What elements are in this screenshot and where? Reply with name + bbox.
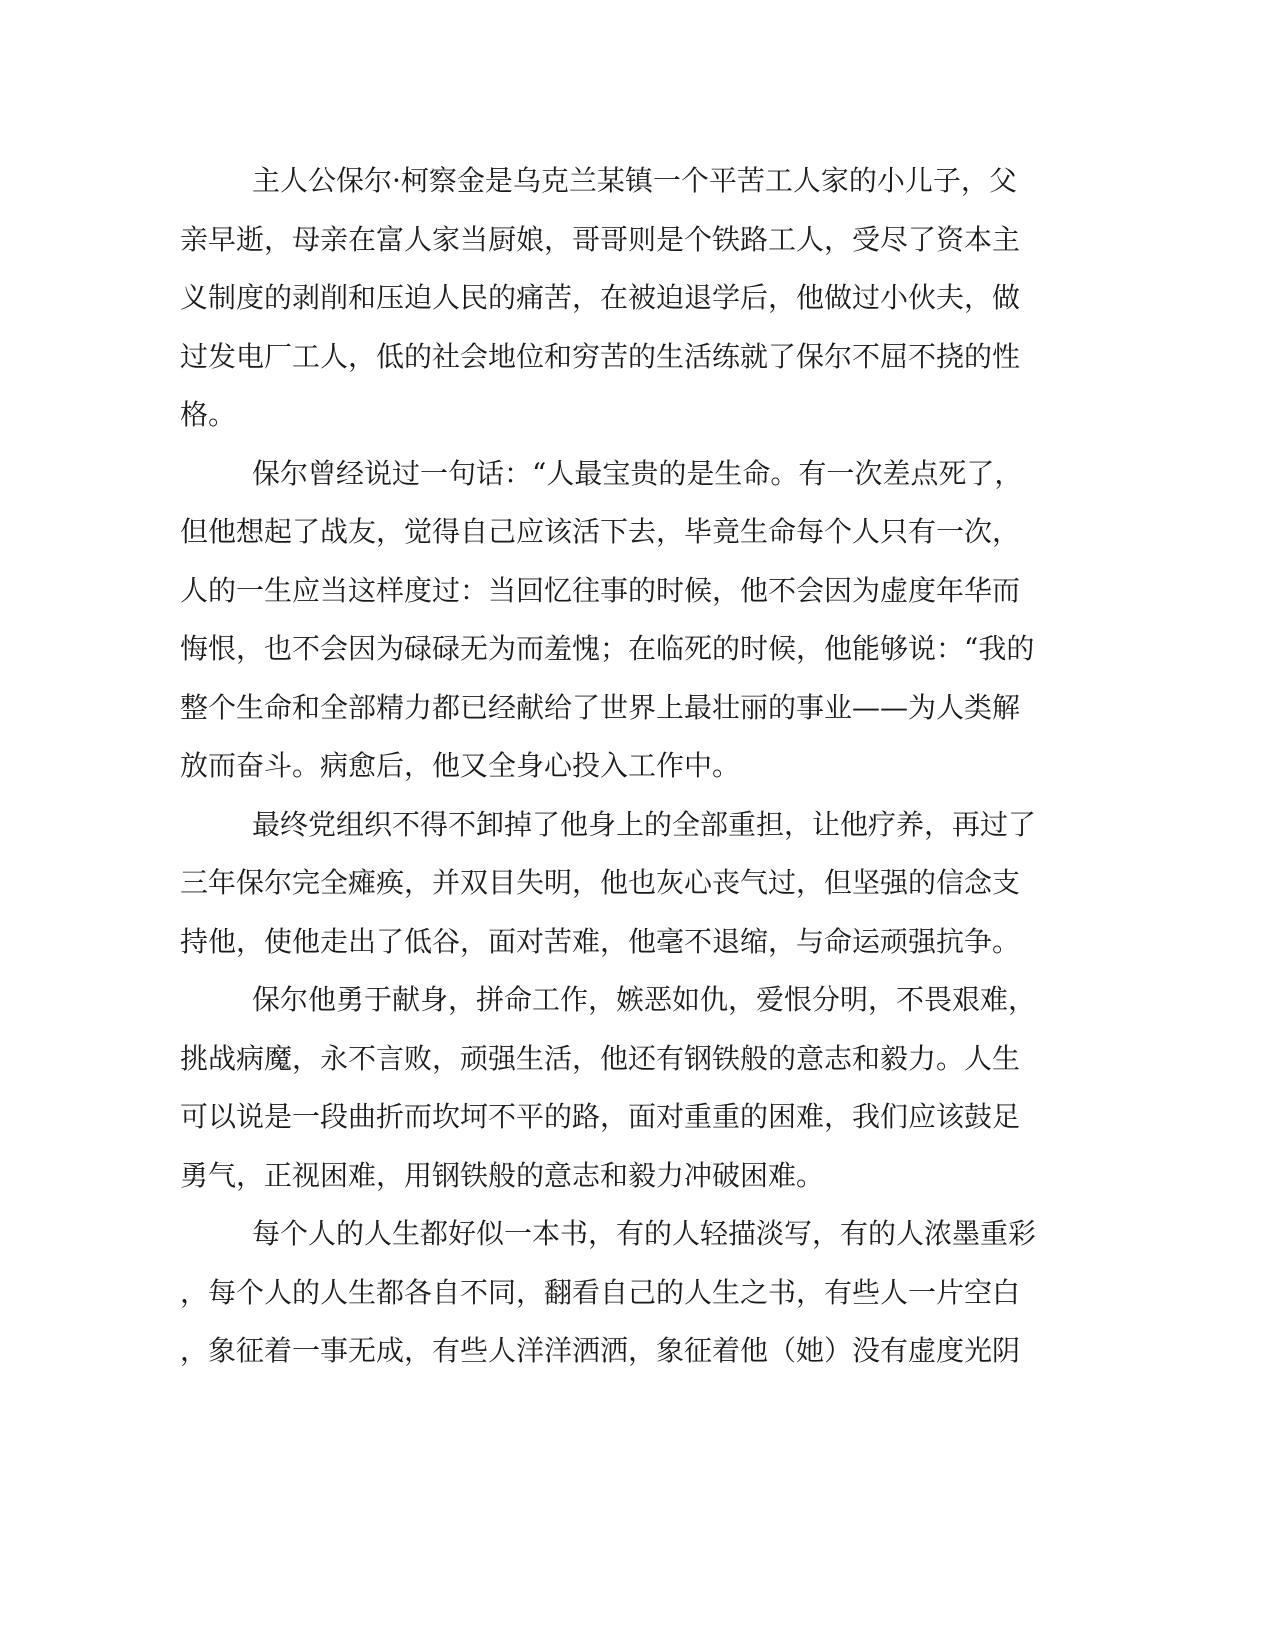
- text-line: 亲早逝，母亲在富人家当厨娘，哥哥则是个铁路工人，受尽了资本主: [180, 222, 1021, 256]
- text-line: ，象征着一事无成，有些人洋洋洒洒，象征着他（她）没有虚度光阴: [180, 1334, 1021, 1367]
- text-line: 义制度的剥削和压迫人民的痛苦，在被迫退学后，他做过小伙夫，做: [180, 281, 1021, 314]
- text-line: 每个人的人生都好似一本书，有的人轻描淡写，有的人浓墨重彩: [252, 1217, 1037, 1250]
- text-line: 保尔他勇于献身，拼命工作，嫉恶如仇，爱恨分明，不畏艰难，: [252, 983, 1037, 1016]
- text-line: 最终党组织不得不卸掉了他身上的全部重担，让他疗养，再过了: [252, 807, 1037, 841]
- text-line: 持他，使他走出了低谷，面对苦难，他毫不退缩，与命运顽强抗争。: [180, 924, 1021, 958]
- text-line: 过发电厂工人，低的社会地位和穷苦的生活练就了保尔不屈不挠的性: [180, 339, 1021, 373]
- text-line: 可以说是一段曲折而坎坷不平的路，面对重重的困难，我们应该鼓足: [180, 1100, 1021, 1133]
- paragraph-5: [180, 1205, 1037, 1381]
- text-line: 但他想起了战友，觉得自己应该活下去，毕竟生命每个人只有一次，: [180, 515, 1021, 548]
- text-line: 挑战病魔，永不言败，顽强生活，他还有钢铁般的意志和毅力。人生: [180, 1041, 1021, 1075]
- text-line: 三年保尔完全瘫痪，并双目失明，他也灰心丧气过，但坚强的信念支: [180, 866, 1021, 899]
- paragraph-1: [180, 152, 1030, 445]
- paragraph-3: [180, 796, 1037, 972]
- document-body: [180, 152, 1037, 1381]
- text-line: 保尔曾经说过一句话：“人最宝贵的是生命。有一次差点死了，: [252, 456, 1023, 490]
- text-line: 悔恨，也不会因为碌碌无为而羞愧；在临死的时候，他能够说：“我的: [180, 632, 1035, 665]
- paragraph-2: [180, 445, 1035, 796]
- paragraph-4: [180, 971, 1037, 1205]
- text-line: 整个生命和全部精力都已经献给了世界上最壮丽的事业——为人类解: [180, 690, 1021, 724]
- text-line: 主人公保尔·柯察金是乌克兰某镇一个平苦工人家的小儿子，父: [252, 164, 1017, 197]
- text-line: ，每个人的人生都各自不同，翻看自己的人生之书，有些人一片空白: [180, 1275, 1021, 1309]
- text-line: 放而奋斗。病愈后，他又全身心投入工作中。: [180, 749, 741, 782]
- text-line: 格。: [180, 398, 237, 431]
- text-line: 人的一生应当这样度过：当回忆往事的时候，他不会因为虚度年华而: [180, 573, 1021, 607]
- text-line: 勇气，正视困难，用钢铁般的意志和毅力冲破困难。: [180, 1158, 825, 1192]
